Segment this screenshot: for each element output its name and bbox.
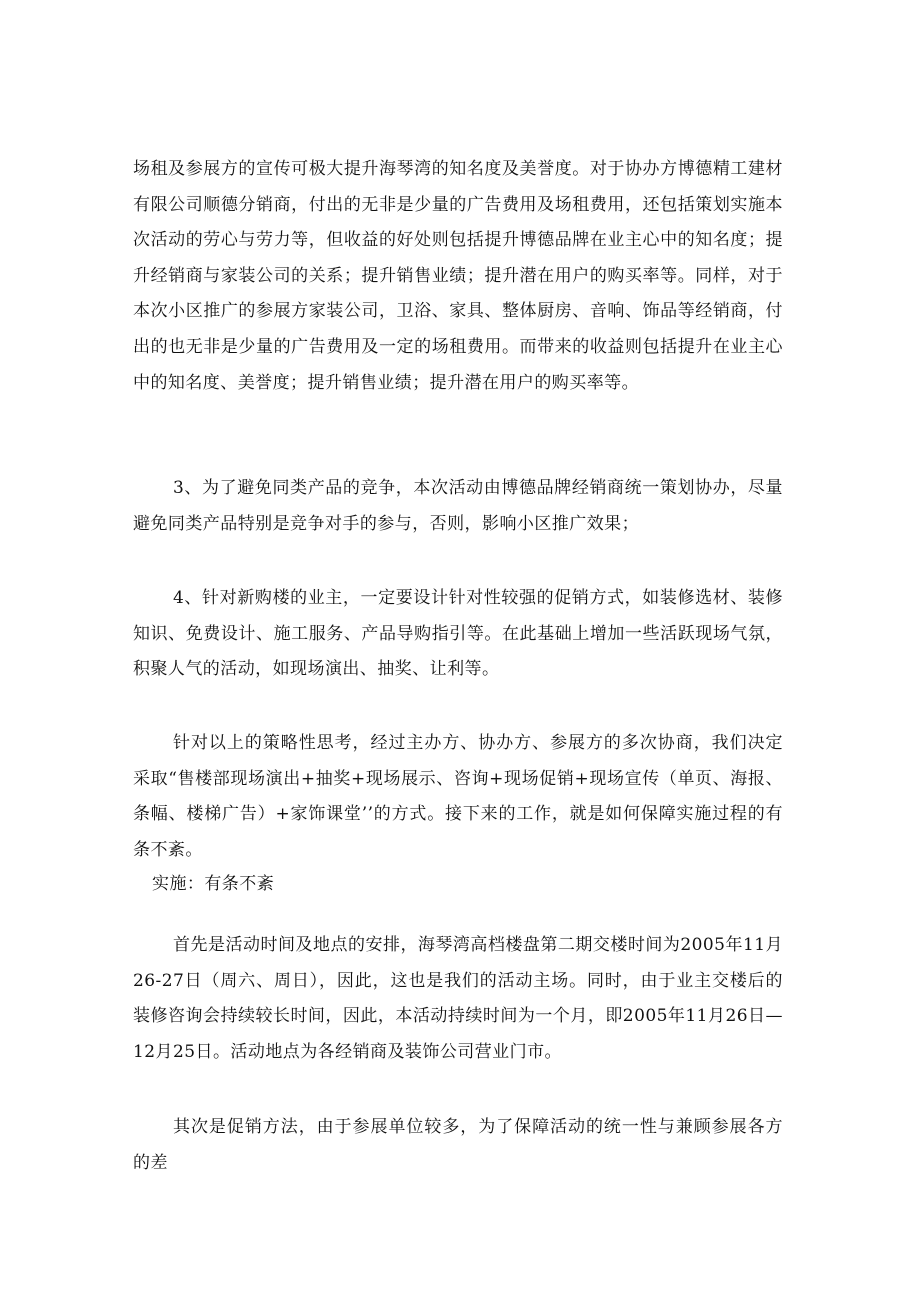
paragraph-promotion-method: 其次是促销方法，由于参展单位较多，为了保障活动的统一性与兼顾参展各方的差 — [133, 1117, 783, 1173]
paragraph-strategy-summary: 针对以上的策略性思考，经过主办方、协办方、参展方的多次协商，我们决定采取“售楼部现场演出+抽奖+现场展示、咨询+现场促销+现场宣传（单页、海报、条幅、楼梯广告）+家饰课堂’’的方式。接下来的工作，就是如何保障实施过程的有条不紊。 — [133, 733, 783, 860]
paragraph-benefits: 场租及参展方的宣传可极大提升海琴湾的知名度及美誉度。对于协办方博德精工建材有限公司顺德分销商，付出的无非是少量的广告费用及场租费用，还包括策划实施本次活动的劳心与劳力等，但收益的好处则包括提升博德品牌在业主心中的知名度；提升经销商与家装公司的关系；提升销售业绩；提升潜在用户的购买率等。同样，对于本次小区推广的参展方家装公司，卫浴、家具、整体厨房、音响、饰品等经销商，付出的也无非是少量的广告费用及一定的场租费用。而带来的收益则包括提升在业主心中的知名度、美誉度；提升销售业绩；提升潜在用户的购买率等。 — [133, 159, 783, 393]
paragraph-point-4: 4、针对新购楼的业主，一定要设计针对性较强的促销方式，如装修选材、装修知识、免费设计、施工服务、产品导购指引等。在此基础上增加一些活跃现场气氛，积聚人气的活动，如现场演出、抽奖、让利等。 — [133, 588, 783, 680]
section-heading: 实施：有条不紊 — [152, 874, 275, 894]
paragraph-time-location: 首先是活动时间及地点的安排，海琴湾高档楼盘第二期交楼时间为2005年11月26-27日（周六、周日），因此，这也是我们的活动主场。同时，由于业主交楼后的装修咨询会持续较长时间，因此，本活动持续时间为一个月，即2005年11月26日—12月25日。活动地点为各经销商及装饰公司营业门市。 — [133, 935, 783, 1062]
paragraph-point-3: 3、为了避免同类产品的竞争，本次活动由博德品牌经销商统一策划协办，尽量避免同类产品特别是竞争对手的参与，否则，影响小区推广效果； — [133, 478, 783, 534]
